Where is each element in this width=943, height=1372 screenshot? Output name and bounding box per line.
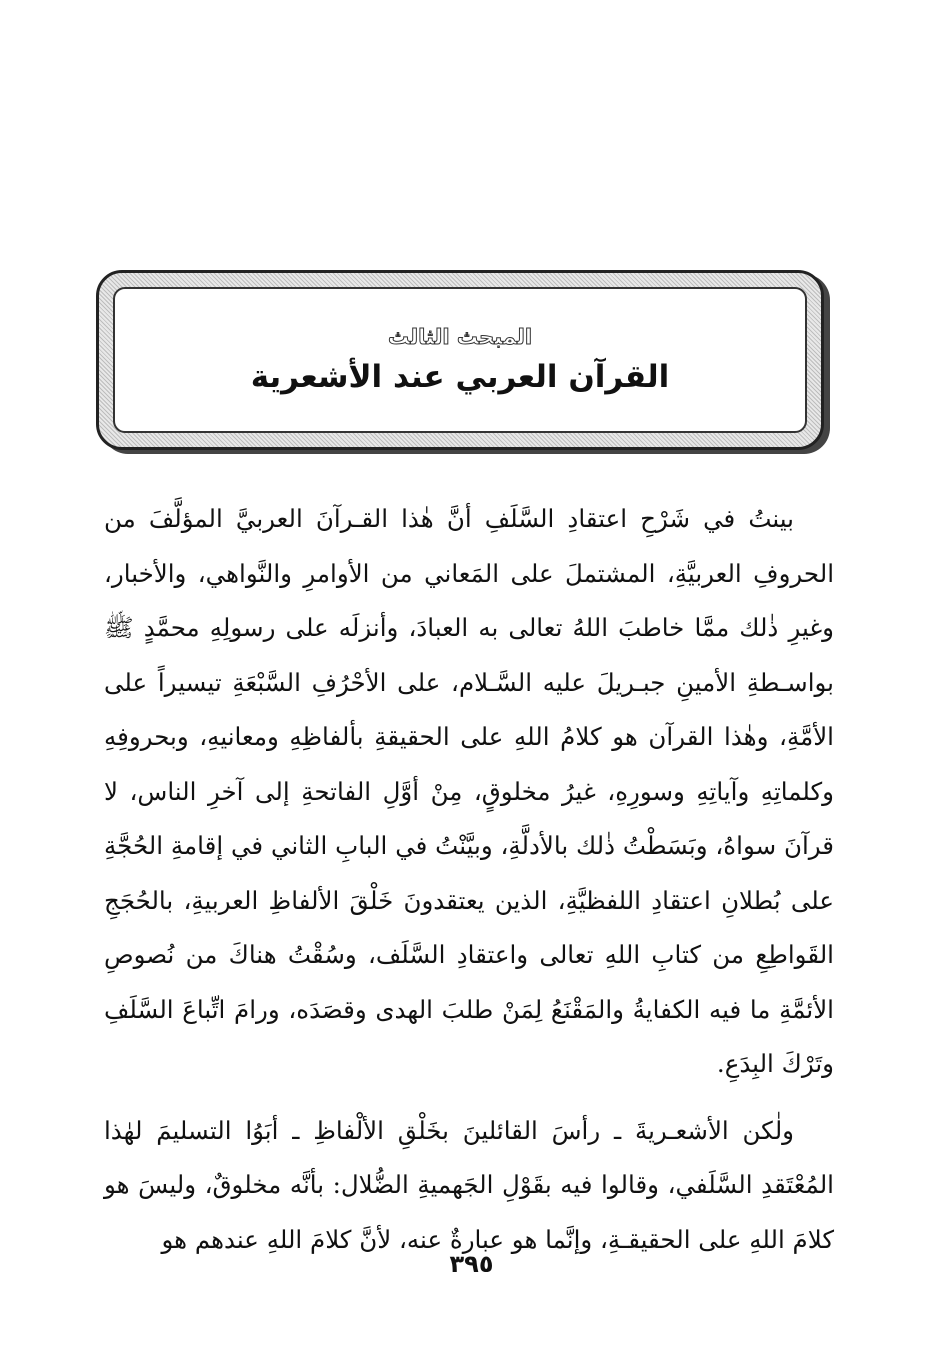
section-heading-box [113,287,807,433]
paragraph-1: بينتُ في شَرْحِ اعتقادِ السَّلَفِ أنَّ هٰذا القـرآنَ العربيَّ المؤلَّفَ من الحروفِ العربيَّةِ، المشتملَ على المَعاني من الأوامرِ والنَّواهي، والأخبار، وغيرِ ذٰلك ممَّا خاطبَ اللهُ تعالى به العبادَ، وأنزلَه على رسولِهِ محمَّدٍ ﷺ بواسـطةِ الأمينِ جبـريلَ عليه السَّـلام، على الأحْرُفِ السَّبْعَةِ تيسيراً على الأمَّةِ، وهٰذا القرآن هو كلامُ اللهِ على الحقيقةِ بألفاظِهِ ومعانيهِ، وبحروفِهِ وكلماتِهِ وآياتِهِ وسورِهِ، غيرُ مخلوقٍ، مِنْ أوَّلِ الفاتحةِ إلى آخرِ الناس، لا قرآنَ سواهُ، وبَسَطْتُ ذٰلك بالأدلَّةِ، وبيَّنْتُ في البابِ الثاني في إقامةِ الحُجَّةِ على بُطلانِ اعتقادِ اللفظيَّةِ، الذين يعتقدونَ خَلْقَ الألفاظِ العربيةِ، بالحُجَجِ القَواطِعِ من كتابِ اللهِ تعالى واعتقادِ السَّلَف، وسُقْتُ هناكَ من نُصوصِ الأئمَّةِ ما فيه الكفايةُ والمَقْنَعُ لِمَنْ طلبَ الهدى وقصَدَه، ورامَ اتِّباعَ السَّلَفِ وتَرْكَ البِدَعِ. [104,504,834,1078]
section-heading-frame [96,270,824,450]
page-number: ٣٩٥ [449,1250,494,1278]
section-label: المبحث الثالث [387,325,533,349]
paragraph-2: ولٰكن الأشعـريةَ ـ رأسَ القائلينَ بخَلْقِ الألْفاظِ ـ أبَوُا التسليمَ لهٰذا المُعْتَقدِ السَّلَفي، وقالوا فيه بقَوْلِ الجَهميةِ الضُّلال: بأنَّه مخلوقٌ، وليسَ هو كلامَ اللهِ على الحقيقـةِ، وإنَّما هو عبارةٌ عنه، لأنَّ كلامَ اللهِ عندهم هو [104,1115,834,1254]
section-title: القرآن العربي عند الأشعرية [250,359,670,395]
body-text [104,492,834,1267]
